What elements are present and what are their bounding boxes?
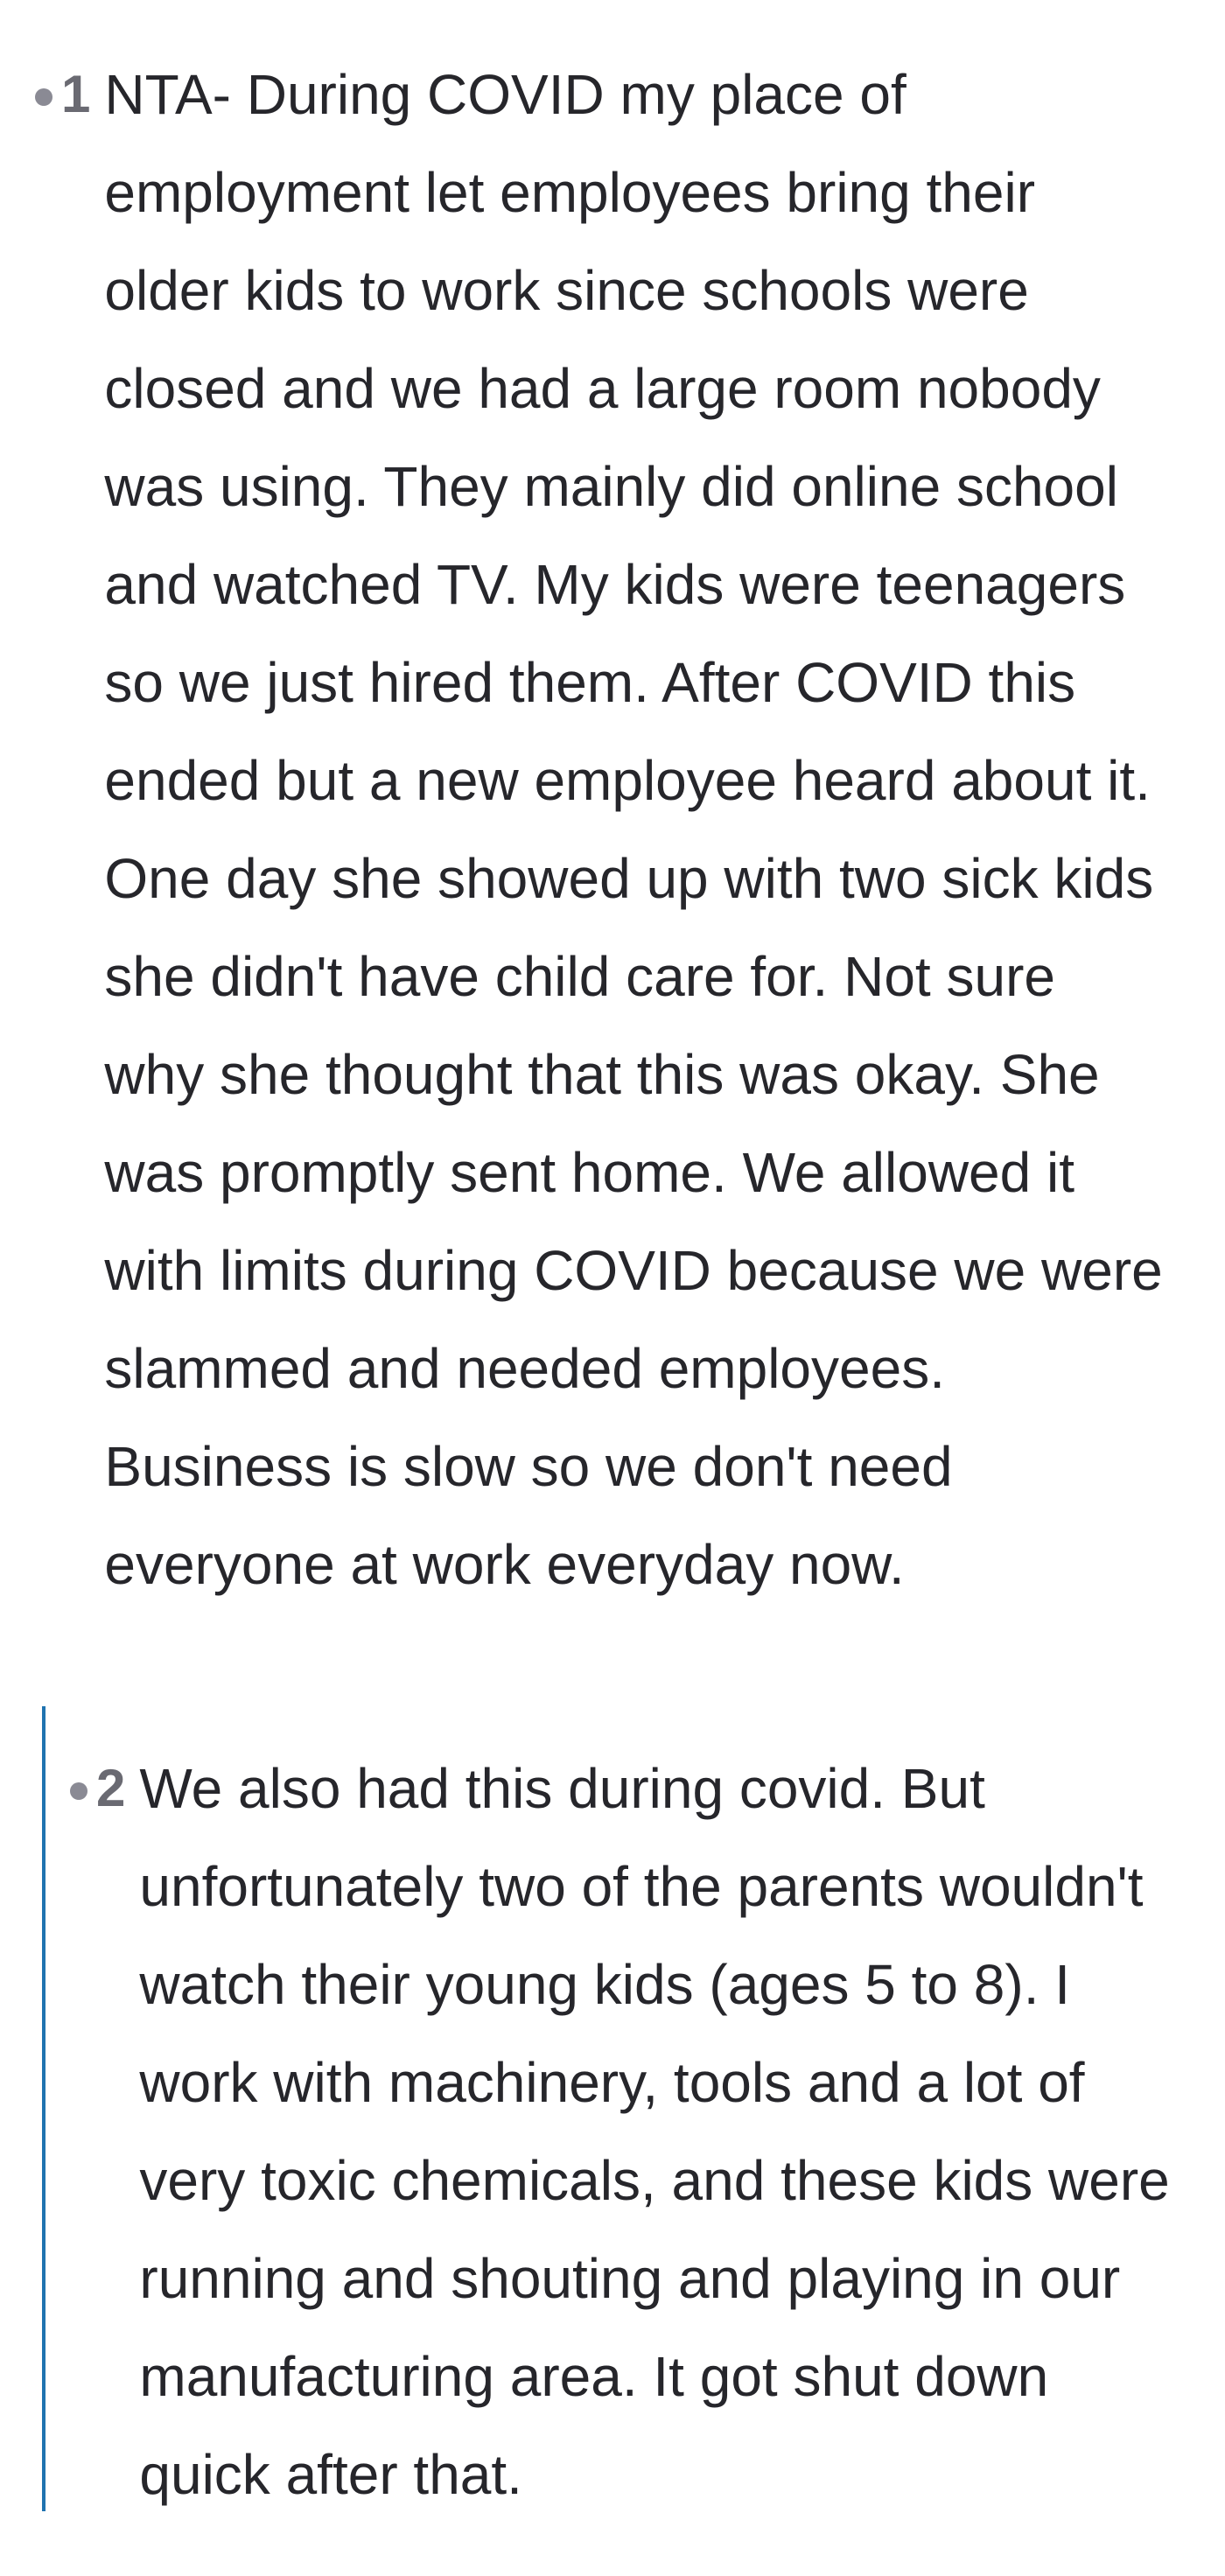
comment-body: NTA- During COVID my place of employment let employees bring their older kids to work since schools were closed and we had a large room nobody was using. They mainly did online school and watched TV. My kids were teenagers so we just hired them. After COVID this ended but a new employee heard about it. One day she showed up with two sick kids she didn't have child care for. Not sure why she thought that this was okay. She was promptly sent home. We allowed it with limits during COVID because we were slammed and needed employees. Business is slow so we don't need everyone at work everyday now. <box>104 63 1163 1596</box>
thread-collapse-line[interactable] <box>42 1706 46 2511</box>
comment-score[interactable]: 2 <box>96 1759 126 1817</box>
comment-reply <box>70 1740 1199 2524</box>
bullet-icon <box>70 1782 88 1800</box>
comment-body: We also had this during covid. But unfortunately two of the parents wouldn't watch their young kids (ages 5 to 8). I work with machinery, tools and a lot of very toxic chemicals, and these kids were running and shouting and playing in our manufacturing area. It got shut down quick after that. <box>139 1757 1170 2506</box>
comment-gutter <box>35 46 104 144</box>
comment-score[interactable]: 1 <box>61 65 91 123</box>
comment-top-level <box>35 46 1190 1614</box>
bullet-icon <box>35 88 52 106</box>
comment-gutter <box>70 1740 139 1838</box>
